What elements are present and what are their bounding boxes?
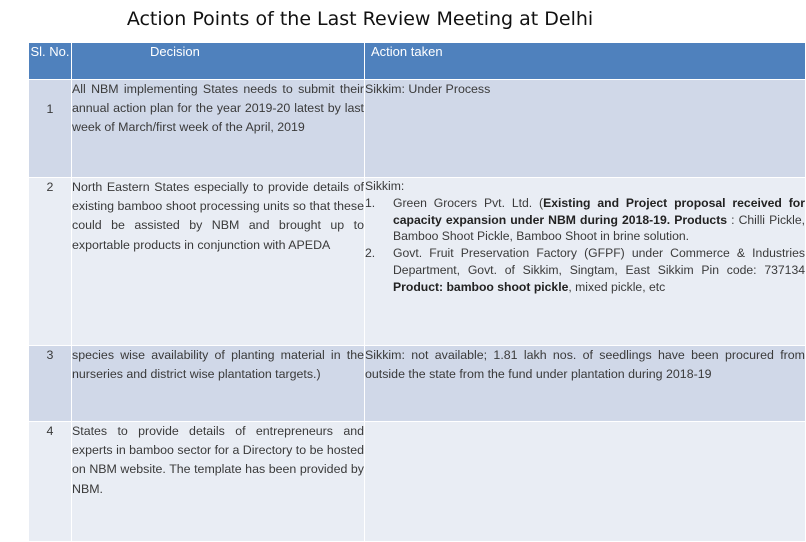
row-decision: North Eastern States especially to provide details of existing bamboo shoot processing units so that these could be assisted by NBM and brought up to exportable products in conjunction with APEDA: [72, 178, 365, 346]
row-decision: All NBM implementing States needs to submit their annual action plan for the year 2019-20 latest by last week of March/first week of the April, 2019: [72, 80, 365, 178]
item-bold-text: Existing and Project proposal received for capacity expansion under NBM during 2018-19. Products: [393, 195, 805, 227]
row-sl-no: 2: [29, 178, 72, 346]
action-text: Sikkim: Under Process: [365, 82, 491, 96]
row-action-taken: [365, 346, 806, 422]
item-text: Green Grocers Pvt. Ltd. (: [393, 195, 544, 210]
item-text: Govt. Fruit Preservation Factory (GFPF) under Commerce & Industries Department, Govt. of Sikkim, Singtam, East Sikkim Pin code: 737134: [393, 246, 805, 277]
action-list: [365, 195, 805, 296]
row-sl-no: 3: [29, 346, 72, 422]
table-row: [29, 178, 806, 346]
item-bold-text: Product: bamboo shoot pickle: [393, 279, 569, 294]
row-action-taken: [365, 422, 806, 542]
row-sl-no: 1: [29, 80, 72, 178]
action-points-table: [28, 42, 806, 542]
header-action-taken: Action taken: [365, 43, 806, 80]
list-marker: 2.: [365, 246, 376, 261]
row-decision: States to provide details of entrepreneurs and experts in bamboo sector for a Directory to be hosted on NBM website. The template has been provided by NBM.: [72, 422, 365, 542]
item-text: , mixed pickle, etc: [568, 279, 666, 294]
row-action-taken: [365, 178, 806, 346]
header-decision: Decision: [72, 43, 365, 80]
row-sl-no: 4: [29, 422, 72, 542]
row-decision: species wise availability of planting material in the nurseries and district wise plantation targets.): [72, 346, 365, 422]
item-text: : Chilli Pickle, Bamboo Shoot Pickle, Bamboo Shoot in brine solution.: [393, 212, 806, 244]
table-header-row: [29, 43, 806, 80]
header-sl-no: Sl. No.: [29, 43, 72, 80]
table-row: [29, 422, 806, 542]
action-text: Sikkim: not available; 1.81 lakh nos. of seedlings have been procured from outside the state from the fund under plantation during 2018-19: [365, 348, 805, 382]
list-marker: 1.: [365, 195, 376, 210]
action-intro: Sikkim:: [365, 179, 405, 193]
table-row: [29, 80, 806, 178]
page-title: Action Points of the Last Review Meeting at Delhi: [126, 8, 594, 30]
list-item: [365, 195, 805, 245]
table-row: [29, 346, 806, 422]
row-action-taken: [365, 80, 806, 178]
list-item: [365, 245, 805, 295]
